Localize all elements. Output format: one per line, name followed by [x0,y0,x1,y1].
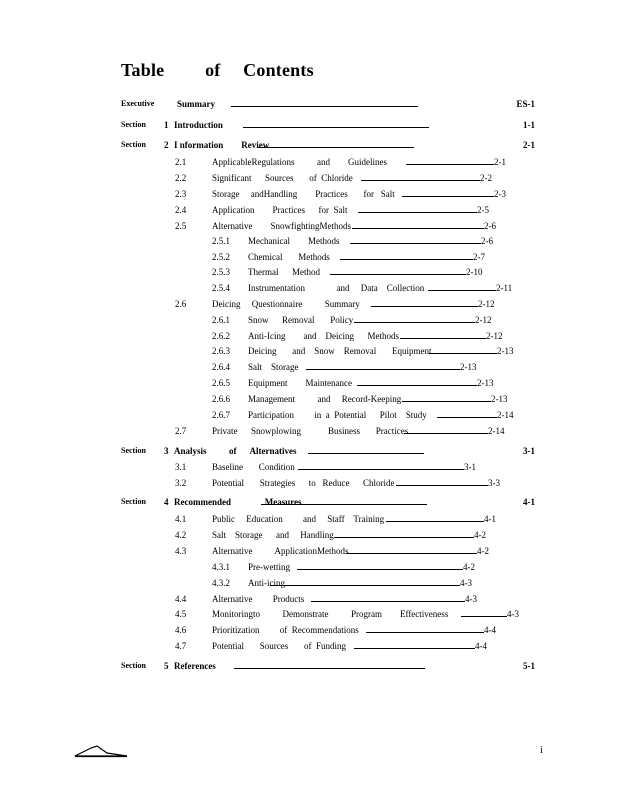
toc-entry-title: Alternative Products [212,594,305,604]
toc-leader-line [258,147,414,148]
toc-entry-title: ApplicableRegulations and Guidelines [212,157,387,167]
toc-entry-number: 3 [164,446,169,456]
toc-row[interactable] [0,251,618,263]
toc-entry-number: 4.5 [175,609,187,619]
toc-entry-title: Analysis of Alternatives [174,446,297,456]
toc-leader-line [354,322,475,323]
toc-entry-title: References [174,661,216,671]
toc-page-number: 2-14 [488,426,505,436]
toc-leader-line [297,569,463,570]
toc-section-label: Section [121,140,146,149]
toc-page-number: 2-13 [497,346,514,356]
toc-leader-line [461,616,507,617]
toc-leader-line [358,212,477,213]
toc-leader-line [406,164,494,165]
toc-row[interactable] [0,577,618,589]
toc-entry-number: 2.5.2 [212,252,230,262]
toc-leader-line [334,537,474,538]
toc-leader-line [428,290,496,291]
toc-entry-number: 2.5 [175,221,187,231]
toc-page-number: ES-1 [516,99,535,109]
toc-page-number: 1-1 [523,120,535,130]
toc-entry-title: Anti-icing [248,578,285,588]
toc-entry-title: Potential Sources of Funding [212,641,346,651]
toc-row[interactable] [0,529,618,541]
toc-leader-line [261,504,427,505]
toc-row[interactable] [0,204,618,216]
toc-entry-number: 4.2 [175,530,187,540]
toc-entry-number: 3.1 [175,462,187,472]
toc-leader-line [371,306,478,307]
toc-row[interactable] [0,608,618,620]
toc-entry-title: I nformation Review [174,140,270,150]
toc-entry-title: Significant Sources of Chloride [212,173,353,183]
toc-leader-line [437,417,497,418]
toc-entry-number: 4.7 [175,641,187,651]
toc-entry-title: Monitoringto Demonstrate Program Effectiveness [212,609,449,619]
toc-entry-title: Anti-Icing and Deicing Methods [248,331,399,341]
toc-row[interactable] [0,139,618,151]
toc-entry-title: Summary [177,99,215,109]
toc-row[interactable] [0,188,618,200]
toc-entry-title: Baseline Condition [212,462,295,472]
toc-entry-title: Participation in a Potential Pilot Study [248,410,427,420]
toc-entry-number: 2.5.4 [212,283,230,293]
toc-entry-number: 2.1 [175,157,187,167]
toc-section-label: Section [121,661,146,670]
toc-page-number: 3-1 [464,462,476,472]
page-title [121,60,314,81]
toc-page-number: 4-4 [484,625,496,635]
toc-entry-title: Introduction [174,120,223,130]
page-folio: i [540,745,543,756]
toc-page-number: 3-3 [488,478,500,488]
logo-icon [73,744,129,758]
toc-page-number: 2-2 [480,173,492,183]
toc-row[interactable] [0,172,618,184]
toc-page-number: 2-3 [494,189,506,199]
toc-entry-title: Public Education and Staff Training [212,514,385,524]
toc-entry-title: Recommended Measures [174,497,302,507]
toc-section-label: Section [121,120,146,129]
toc-page-number: 4-3 [460,578,472,588]
toc-row[interactable] [0,314,618,326]
toc-row[interactable] [0,345,618,357]
toc-entry-title: Mechanical Methods [248,236,340,246]
toc-page-number: 2-1 [494,157,506,167]
toc-page-number: 3-1 [523,446,535,456]
toc-row[interactable] [0,513,618,525]
toc-row[interactable] [0,409,618,421]
toc-entry-number: 2 [164,140,169,150]
toc-section-label: Executive [121,99,155,108]
toc-section-label: Section [121,497,146,506]
toc-row[interactable] [0,235,618,247]
toc-row[interactable] [0,496,618,508]
toc-leader-line [352,228,484,229]
toc-row[interactable] [0,461,618,473]
toc-entry-title: Management and Record-Keeping [248,394,402,404]
toc-entry-number: 4.1 [175,514,187,524]
toc-entry-number: 2.5.3 [212,267,230,277]
toc-leader-line [350,243,481,244]
toc-leader-line [404,433,488,434]
toc-page-number: 2-13 [460,362,477,372]
toc-row[interactable] [0,98,618,110]
toc-entry-title: Salt Storage and Handling [212,530,334,540]
toc-leader-line [231,106,418,107]
toc-entry-number: 2.6.1 [212,315,230,325]
toc-row[interactable] [0,393,618,405]
toc-leader-line [429,353,497,354]
toc-entry-title: Pre-wetting [248,562,290,572]
toc-entry-title: Deicing Questionnaire Summary [212,299,360,309]
toc-row[interactable] [0,119,618,131]
toc-page-number: 2-1 [523,140,535,150]
toc-entry-title: Alternative SnowfightingMethods [212,221,351,231]
toc-entry-number: 2.6.2 [212,331,230,341]
toc-page-number: 2-13 [491,394,508,404]
toc-row[interactable] [0,266,618,278]
toc-entry-number: 3.2 [175,478,187,488]
toc-entry-number: 2.7 [175,426,187,436]
toc-entry-title: Chemical Methods [248,252,330,262]
toc-leader-line [270,585,460,586]
toc-leader-line [243,127,429,128]
toc-entry-number: 2.6.3 [212,346,230,356]
toc-entry-number: 4.4 [175,594,187,604]
toc-page-number: 4-2 [477,546,489,556]
toc-entry-title: Application Practices for Salt [212,205,348,215]
toc-entry-number: 2.6.5 [212,378,230,388]
title-word-contents: Contents [243,60,314,80]
toc-entry-number: 2.6.4 [212,362,230,372]
toc-row[interactable] [0,298,618,310]
toc-entry-title: Private Snowplowing Business Practices [212,426,409,436]
toc-row[interactable] [0,377,618,389]
toc-leader-line [400,338,486,339]
toc-leader-line [361,180,480,181]
toc-page-number: 2-6 [481,236,493,246]
toc-leader-line [340,259,473,260]
toc-entry-number: 4.3 [175,546,187,556]
toc-row[interactable] [0,545,618,557]
toc-row[interactable] [0,330,618,342]
toc-leader-line [311,601,465,602]
toc-section-label: Section [121,446,146,455]
toc-page-number: 4-1 [523,497,535,507]
toc-leader-line [357,385,477,386]
toc-entry-title: Deicing and Snow Removal Equipment [248,346,432,356]
toc-leader-line [298,469,464,470]
toc-leader-line [308,453,424,454]
toc-page-number: 4-2 [474,530,486,540]
toc-entry-number: 5 [164,661,169,671]
toc-page-number: 2-10 [466,267,483,277]
toc-entry-number: 2.4 [175,205,187,215]
toc-entry-number: 2.6.7 [212,410,230,420]
toc-entry-title: Storage andHandling Practices for Salt [212,189,395,199]
toc-entry-title: Salt Storage [248,362,299,372]
toc-entry-title: Prioritization of Recommendations [212,625,359,635]
toc-entry-number: 4.6 [175,625,187,635]
toc-page-number: 5-1 [523,661,535,671]
toc-leader-line [366,632,484,633]
toc-entry-number: 2.6 [175,299,187,309]
toc-page-number: 2-12 [486,331,503,341]
toc-entry-number: 4 [164,497,169,507]
toc-page-number: 2-13 [477,378,494,388]
toc-row[interactable] [0,445,618,457]
toc-row[interactable] [0,425,618,437]
toc-page-number: 2-12 [478,299,495,309]
toc-row[interactable] [0,220,618,232]
toc-page-number: 2-11 [496,283,513,293]
toc-row[interactable] [0,593,618,605]
toc-entry-number: 4.3.1 [212,562,230,572]
toc-entry-number: 2.3 [175,189,187,199]
toc-row[interactable] [0,282,618,294]
toc-row[interactable] [0,477,618,489]
toc-leader-line [354,648,475,649]
toc-entry-title: Snow Removal Policy [248,315,354,325]
toc-entry-number: 4.3.2 [212,578,230,588]
toc-leader-line [346,553,477,554]
toc-page-number: 2-5 [477,205,489,215]
toc-leader-line [402,401,491,402]
toc-entry-title: Potential Strategies to Reduce Chloride [212,478,395,488]
toc-entry-title: Instrumentation and Data Collection [248,283,425,293]
toc-page-number: 4-3 [465,594,477,604]
toc-page-number: 2-14 [497,410,514,420]
toc-row[interactable] [0,361,618,373]
toc-page-number: 4-2 [463,562,475,572]
toc-entry-number: 1 [164,120,169,130]
toc-entry-number: 2.2 [175,173,187,183]
toc-page-number: 2-6 [484,221,496,231]
toc-row[interactable] [0,640,618,652]
toc-entry-title: Thermal Method [248,267,320,277]
toc-leader-line [306,369,460,370]
toc-row[interactable] [0,660,618,672]
toc-entry-title: Equipment Maintenance [248,378,352,388]
toc-leader-line [396,485,488,486]
toc-leader-line [386,521,484,522]
title-word-table: Table [121,60,165,80]
title-word-of: of [205,60,221,80]
toc-entry-title: Alternative ApplicationMethods [212,546,349,556]
toc-leader-line [402,196,494,197]
toc-page-number: 2-12 [475,315,492,325]
toc-row[interactable] [0,156,618,168]
toc-entry-number: 2.6.6 [212,394,230,404]
toc-page-number: 4-4 [475,641,487,651]
toc-page-number: 4-1 [484,514,496,524]
toc-leader-line [234,668,425,669]
toc-page-number: 2-7 [473,252,485,262]
toc-row[interactable] [0,624,618,636]
toc-entry-number: 2.5.1 [212,236,230,246]
toc-page-number: 4-3 [507,609,519,619]
toc-leader-line [330,274,466,275]
toc-row[interactable] [0,561,618,573]
